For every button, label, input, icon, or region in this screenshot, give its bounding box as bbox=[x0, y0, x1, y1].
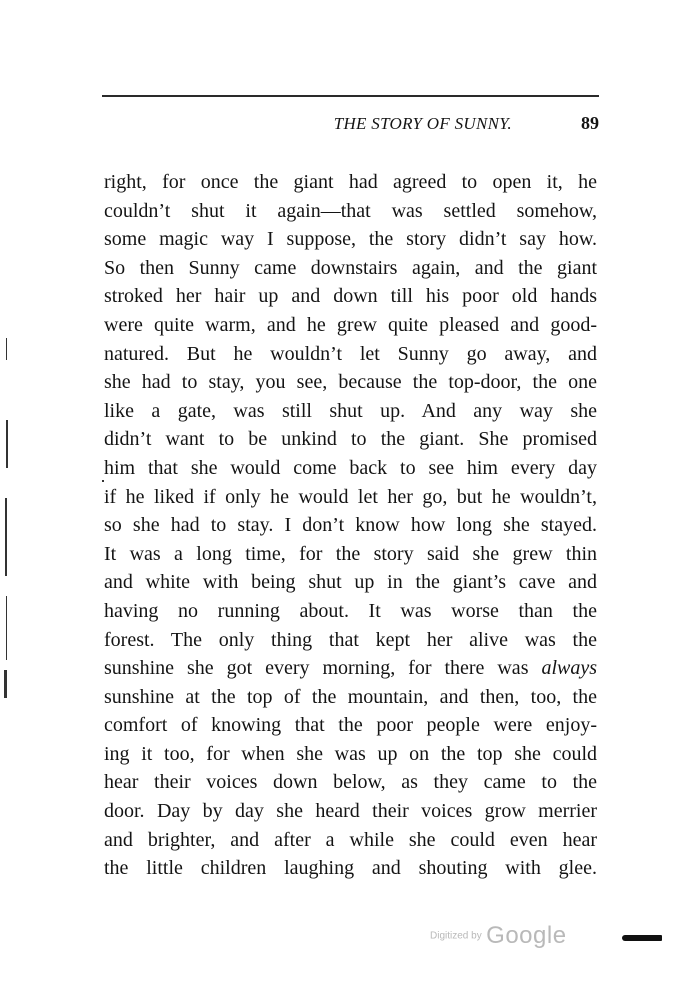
text-line: didn’t want to be unkind to the giant. She promised bbox=[104, 428, 597, 451]
running-head bbox=[102, 113, 599, 135]
watermark-brand: Google bbox=[486, 922, 567, 949]
text-line: she had to stay, you see, because the top-door, the one bbox=[104, 371, 597, 394]
text-line: sunshine at the top of the mountain, and then, too, the bbox=[104, 685, 597, 708]
text-line: couldn’t shut it again—that was settled somehow, bbox=[104, 199, 597, 222]
margin-mark bbox=[6, 420, 8, 468]
text-line: some magic way I suppose, the story didn’t say how. bbox=[104, 228, 597, 251]
text-line: right, for once the giant had agreed to open it, he bbox=[104, 171, 597, 193]
text-line: him that she would come back to see him every day bbox=[104, 456, 597, 479]
running-title: THE STORY OF SUNNY. bbox=[333, 114, 512, 133]
text-line: ing it too, for when she was up on the top she could bbox=[104, 742, 597, 765]
text-line: if he liked if only he would let her go, but he wouldn’t, bbox=[104, 485, 597, 508]
italic-word: always bbox=[541, 657, 597, 680]
text-line: It was a long time, for the story said she grew thin bbox=[104, 542, 597, 565]
body-text bbox=[104, 168, 597, 883]
text-line: hear their voices down below, as they came to the bbox=[104, 771, 597, 794]
ink-stroke bbox=[622, 935, 662, 941]
margin-mark bbox=[6, 596, 7, 660]
text-line: and brighter, and after a while she could even hear bbox=[104, 828, 597, 851]
text-line: having no running about. It was worse than the bbox=[104, 599, 597, 622]
text-line-with-italic bbox=[104, 654, 597, 683]
text-line: comfort of knowing that the poor people were enjoy- bbox=[104, 714, 597, 737]
text-line: and white with being shut up in the giant’s cave and bbox=[104, 571, 597, 594]
text-line: forest. The only thing that kept her alive was the bbox=[104, 628, 597, 651]
digitized-watermark bbox=[430, 922, 567, 950]
text-line: like a gate, was still shut up. And any way she bbox=[104, 399, 597, 422]
text-line: stroked her hair up and down till his poor old hands bbox=[104, 285, 597, 308]
watermark-prefix: Digitized by bbox=[430, 930, 482, 942]
margin-mark bbox=[102, 480, 104, 482]
page-number: 89 bbox=[581, 113, 599, 133]
text-segment: sunshine she got every morning, for there was bbox=[104, 657, 529, 680]
margin-mark bbox=[5, 498, 7, 576]
text-line: door. Day by day she heard their voices grow merrier bbox=[104, 800, 597, 823]
margin-mark bbox=[4, 670, 7, 698]
text-line: were quite warm, and he grew quite pleased and good- bbox=[104, 313, 597, 336]
text-line: So then Sunny came downstairs again, and the giant bbox=[104, 256, 597, 279]
text-line: so she had to stay. I don’t know how long she stayed. bbox=[104, 514, 597, 537]
header-rule bbox=[102, 95, 599, 97]
text-line: natured. But he wouldn’t let Sunny go away, and bbox=[104, 342, 597, 365]
text-line: the little children laughing and shouting with glee. bbox=[104, 857, 597, 880]
margin-mark bbox=[6, 338, 7, 360]
